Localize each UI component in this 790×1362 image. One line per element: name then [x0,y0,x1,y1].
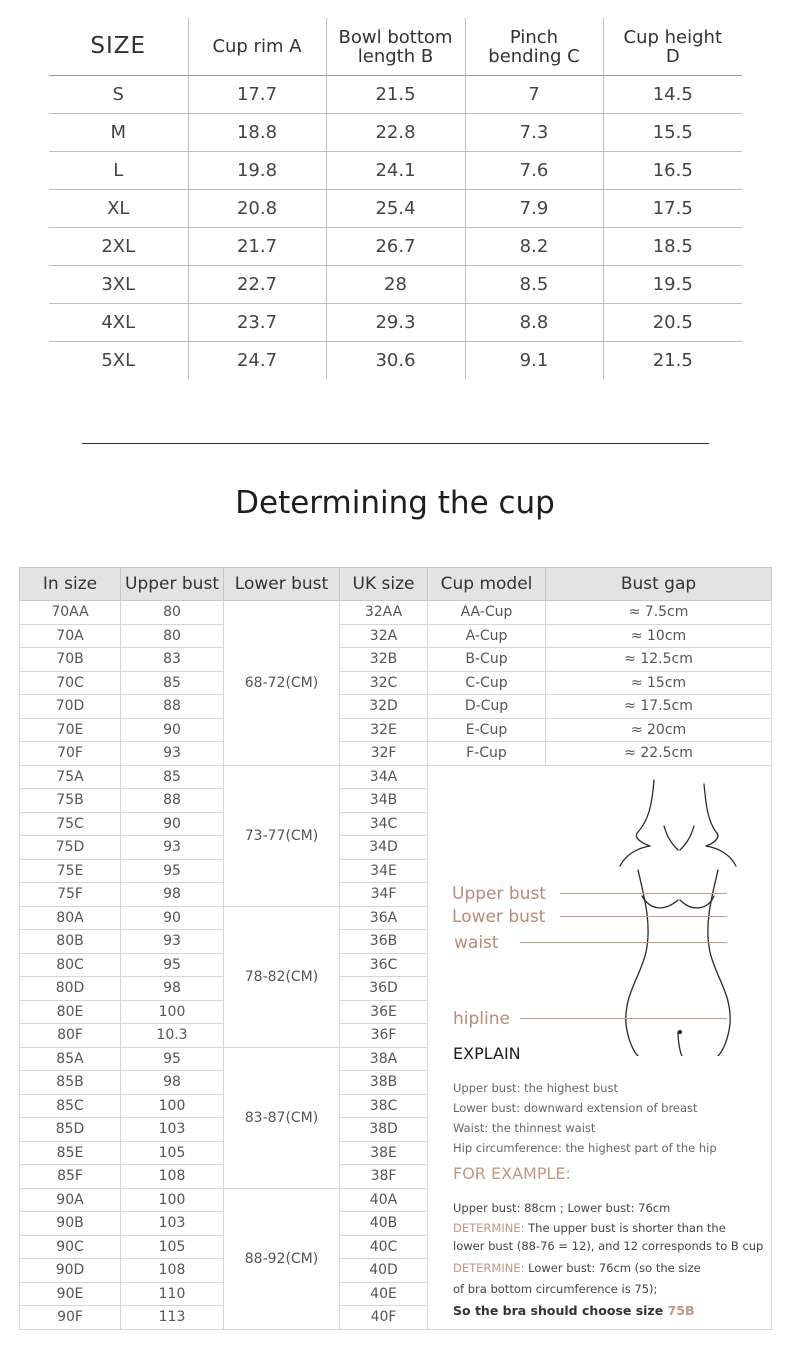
explain-line-2: Lower bust: downward extension of breast [453,1100,698,1115]
body-silhouette-icon [598,766,768,1056]
measure-cell: 17.5 [603,190,742,228]
measure-cell: 14.5 [603,76,742,114]
uk-size-cell: 34B [340,789,428,813]
uk-size-cell: 40E [340,1282,428,1306]
measure-cell: 21.5 [326,76,465,114]
cup-rim-header: Cup rim A [188,18,326,76]
lower-bust-line [560,916,727,917]
upper-bust-cell: 88 [121,695,224,719]
uk-size-cell: 40F [340,1306,428,1330]
in-size-cell: 90E [20,1282,121,1306]
size-cell: 2XL [49,228,188,266]
explain-line-1: Upper bust: the highest bust [453,1080,619,1095]
upper-bust-cell: 98 [121,883,224,907]
measure-cell: 30.6 [326,342,465,380]
lower-bust-header: Lower bust [224,568,340,601]
bust-gap-cell: ≈ 7.5cm [546,601,772,625]
uk-size-cell: 34C [340,812,428,836]
cup-row [20,601,772,625]
upper-bust-cell: 103 [121,1212,224,1236]
measure-cell: 7.3 [465,114,603,152]
in-size-cell: 75B [20,789,121,813]
uk-size-cell: 36F [340,1024,428,1048]
in-size-cell: 85D [20,1118,121,1142]
lower-bust-cell: 68-72(CM) [224,601,340,766]
measure-cell: 28 [326,266,465,304]
in-size-cell: 70B [20,648,121,672]
conclusion [453,1300,694,1322]
uk-size-cell: 40D [340,1259,428,1283]
in-size-cell: 90F [20,1306,121,1330]
in-size-cell: 75E [20,859,121,883]
uk-size-cell: 34E [340,859,428,883]
bust-gap-cell: ≈ 15cm [546,671,772,695]
uk-size-cell: 34F [340,883,428,907]
measure-cell: 24.1 [326,152,465,190]
upper-bust-cell: 98 [121,977,224,1001]
uk-size-cell: 32AA [340,601,428,625]
size-cell: XL [49,190,188,228]
measure-cell: 29.3 [326,304,465,342]
uk-size-cell: 36A [340,906,428,930]
upper-bust-cell: 83 [121,648,224,672]
example-values: Upper bust: 88cm ; Lower bust: 76cm [453,1200,671,1215]
lower-bust-cell: 83-87(CM) [224,1047,340,1188]
cup-model-cell: AA-Cup [428,601,546,625]
in-size-cell: 90D [20,1259,121,1283]
measure-cell: 15.5 [603,114,742,152]
determine-label-1: DETERMINE: [453,1220,525,1235]
cup-row [20,742,772,766]
in-size-cell: 90B [20,1212,121,1236]
upper-bust-cell: 10.3 [121,1024,224,1048]
size-row [49,266,742,304]
in-size-cell: 70A [20,624,121,648]
section-heading: Determining the cup [235,485,555,521]
in-size-cell: 80A [20,906,121,930]
upper-bust-label: Upper bust [452,883,546,904]
in-size-cell: 70E [20,718,121,742]
for-example-heading: FOR EXAMPLE: [453,1163,571,1183]
cup-row [20,624,772,648]
upper-bust-cell: 98 [121,1071,224,1095]
upper-bust-cell: 113 [121,1306,224,1330]
determine-1b: lower bust (88-76 = 12), and 12 corresponds to B cup [453,1238,764,1253]
uk-size-cell: 32C [340,671,428,695]
in-size-cell: 85E [20,1141,121,1165]
upper-bust-cell: 100 [121,1188,224,1212]
in-size-cell: 85B [20,1071,121,1095]
measure-cell: 17.7 [188,76,326,114]
conclusion-text: So the bra should choose size [453,1302,668,1318]
hipline-label: hipline [453,1008,510,1029]
measure-cell: 22.8 [326,114,465,152]
cup-model-cell: C-Cup [428,671,546,695]
size-row [49,190,742,228]
uk-size-cell: 32B [340,648,428,672]
upper-bust-cell: 80 [121,624,224,648]
size-row [49,114,742,152]
measure-cell: 26.7 [326,228,465,266]
size-cell: S [49,76,188,114]
measure-cell: 20.8 [188,190,326,228]
in-size-cell: 80D [20,977,121,1001]
measure-cell: 16.5 [603,152,742,190]
cup-row [20,671,772,695]
upper-bust-cell: 95 [121,953,224,977]
upper-bust-cell: 105 [121,1141,224,1165]
upper-bust-cell: 90 [121,906,224,930]
uk-size-cell: 32A [340,624,428,648]
in-size-cell: 75A [20,765,121,789]
bust-gap-header: Bust gap [546,568,772,601]
cup-row [20,765,772,789]
measure-cell: 22.7 [188,266,326,304]
upper-bust-cell: 90 [121,718,224,742]
measure-cell: 24.7 [188,342,326,380]
determine-text-1: The upper bust is shorter than the [524,1220,726,1235]
upper-bust-cell: 100 [121,1094,224,1118]
upper-bust-cell: 88 [121,789,224,813]
in-size-cell: 80C [20,953,121,977]
uk-size-cell: 38C [340,1094,428,1118]
measure-cell: 18.8 [188,114,326,152]
bust-gap-cell: ≈ 10cm [546,624,772,648]
cup-row [20,695,772,719]
in-size-cell: 70AA [20,601,121,625]
measure-cell: 7.9 [465,190,603,228]
uk-size-cell: 32E [340,718,428,742]
cup-model-cell: D-Cup [428,695,546,719]
measure-cell: 8.2 [465,228,603,266]
in-size-cell: 85F [20,1165,121,1189]
cup-model-cell: B-Cup [428,648,546,672]
explain-line-3: Waist: the thinnest waist [453,1120,596,1135]
bust-gap-cell: ≈ 17.5cm [546,695,772,719]
in-size-cell: 85C [20,1094,121,1118]
determine-2 [453,1257,701,1279]
measure-cell: 7.6 [465,152,603,190]
cup-row [20,648,772,672]
measure-cell: 19.8 [188,152,326,190]
waist-line [520,942,727,943]
uk-size-cell: 32F [340,742,428,766]
upper-bust-cell: 95 [121,1047,224,1071]
in-size-cell: 80F [20,1024,121,1048]
uk-size-cell: 36B [340,930,428,954]
upper-bust-cell: 95 [121,859,224,883]
measure-cell: 9.1 [465,342,603,380]
upper-bust-cell: 93 [121,836,224,860]
size-cell: 4XL [49,304,188,342]
upper-bust-cell: 85 [121,671,224,695]
uk-size-cell: 32D [340,695,428,719]
in-size-cell: 70C [20,671,121,695]
upper-bust-cell: 90 [121,812,224,836]
determine-label-2: DETERMINE: [453,1260,525,1275]
lower-bust-cell: 88-92(CM) [224,1188,340,1329]
measure-cell: 21.5 [603,342,742,380]
section-divider [82,443,709,444]
uk-size-cell: 40A [340,1188,428,1212]
upper-bust-cell: 103 [121,1118,224,1142]
measure-cell: 8.8 [465,304,603,342]
in-size-cell: 80B [20,930,121,954]
size-row [49,76,742,114]
bust-gap-cell: ≈ 22.5cm [546,742,772,766]
measure-cell: 23.7 [188,304,326,342]
uk-size-cell: 40C [340,1235,428,1259]
size-row [49,304,742,342]
size-cell: 5XL [49,342,188,380]
measure-cell: 20.5 [603,304,742,342]
uk-size-cell: 36E [340,1000,428,1024]
measure-cell: 25.4 [326,190,465,228]
in-size-cell: 70D [20,695,121,719]
uk-size-cell: 38E [340,1141,428,1165]
upper-bust-cell: 93 [121,930,224,954]
uk-size-cell: 38A [340,1047,428,1071]
measurement-guide [428,766,770,1328]
upper-bust-cell: 108 [121,1259,224,1283]
upper-bust-line [560,893,727,894]
size-table-header [49,18,742,76]
upper-bust-cell: 108 [121,1165,224,1189]
in-size-cell: 75D [20,836,121,860]
uk-size-header: UK size [340,568,428,601]
size-row [49,228,742,266]
cup-row [20,718,772,742]
cup-model-header: Cup model [428,568,546,601]
upper-bust-cell: 85 [121,765,224,789]
bust-gap-cell: ≈ 20cm [546,718,772,742]
in-size-cell: 70F [20,742,121,766]
lower-bust-label: Lower bust [452,906,546,927]
size-table [49,18,742,379]
in-size-cell: 90C [20,1235,121,1259]
measure-cell: 19.5 [603,266,742,304]
in-size-cell: 80E [20,1000,121,1024]
cup-model-cell: F-Cup [428,742,546,766]
explain-line-4: Hip circumference: the highest part of the hip [453,1140,717,1155]
measure-cell: 7 [465,76,603,114]
measure-cell: 18.5 [603,228,742,266]
size-header: SIZE [90,33,147,59]
cup-height-header: Cup height D [603,18,742,76]
uk-size-cell: 40B [340,1212,428,1236]
lower-bust-cell: 78-82(CM) [224,906,340,1047]
hipline-line [520,1018,727,1019]
pinch-bending-header: Pinch bending C [465,18,603,76]
bust-gap-cell: ≈ 12.5cm [546,648,772,672]
lower-bust-cell: 73-77(CM) [224,765,340,906]
upper-bust-cell: 93 [121,742,224,766]
conclusion-size: 75B [667,1302,695,1318]
in-size-cell: 75F [20,883,121,907]
determine-text-2: Lower bust: 76cm (so the size [524,1260,701,1275]
upper-bust-cell: 110 [121,1282,224,1306]
uk-size-cell: 36D [340,977,428,1001]
uk-size-cell: 36C [340,953,428,977]
cup-model-cell: A-Cup [428,624,546,648]
size-row [49,342,742,380]
size-cell: 3XL [49,266,188,304]
cup-table [19,567,772,1330]
upper-bust-cell: 80 [121,601,224,625]
in-size-cell: 85A [20,1047,121,1071]
in-size-cell: 75C [20,812,121,836]
waist-label: waist [454,932,499,953]
uk-size-cell: 38F [340,1165,428,1189]
upper-bust-header: Upper bust [121,568,224,601]
bowl-bottom-header: Bowl bottom length B [326,18,465,76]
determine-2b: of bra bottom circumference is 75); [453,1281,658,1296]
in-size-header: In size [20,568,121,601]
measurement-guide-cell [428,765,772,1329]
cup-table-header [20,568,772,601]
cup-model-cell: E-Cup [428,718,546,742]
measure-cell: 21.7 [188,228,326,266]
upper-bust-cell: 105 [121,1235,224,1259]
upper-bust-cell: 100 [121,1000,224,1024]
uk-size-cell: 38B [340,1071,428,1095]
size-cell: M [49,114,188,152]
size-cell: L [49,152,188,190]
explain-heading: EXPLAIN [453,1043,521,1063]
uk-size-cell: 34D [340,836,428,860]
size-row [49,152,742,190]
in-size-cell: 90A [20,1188,121,1212]
measure-cell: 8.5 [465,266,603,304]
uk-size-cell: 34A [340,765,428,789]
uk-size-cell: 38D [340,1118,428,1142]
